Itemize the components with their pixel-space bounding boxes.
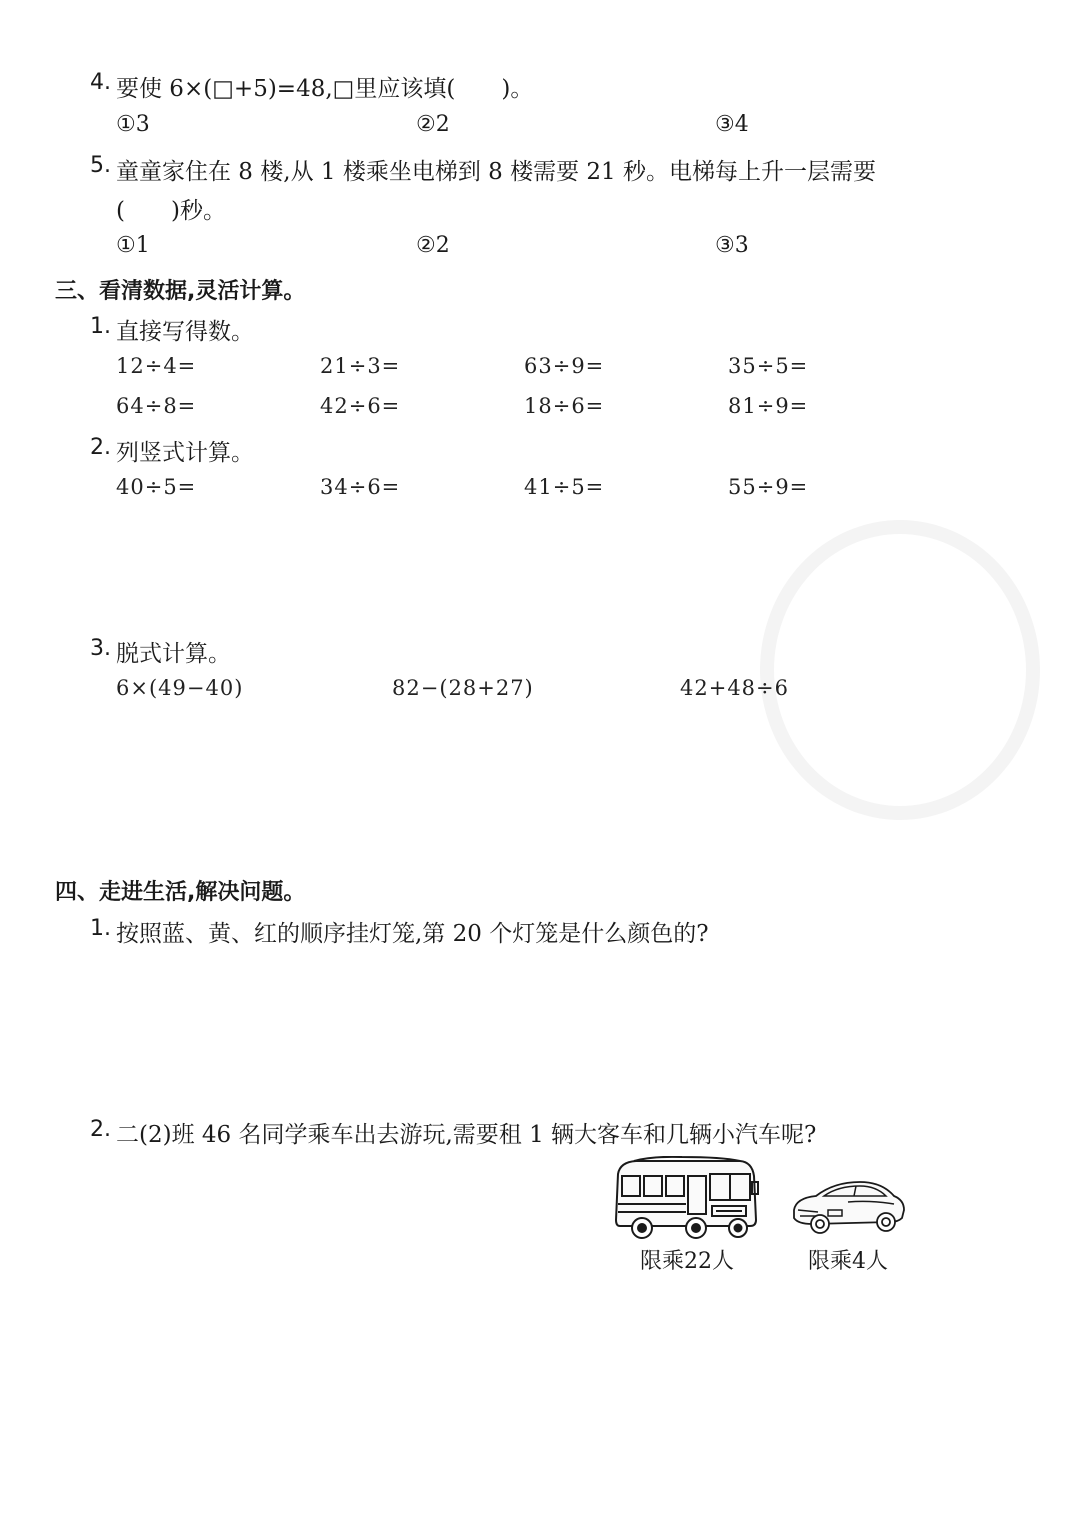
vertical-calc-item: 55÷9= xyxy=(728,475,809,499)
q5-text-line2: ( )秒。 xyxy=(116,198,226,224)
section3-title: 三、看清数据,灵活计算。 xyxy=(55,279,306,304)
vertical-calc-item: 41÷5= xyxy=(524,475,605,499)
vertical-calc-item: 40÷5= xyxy=(116,475,197,499)
q5-option-3: ③3 xyxy=(715,233,749,258)
q5-text: 童童家住在 8 楼,从 1 楼乘坐电梯到 8 楼需要 21 秒。电梯每上升一层需要 xyxy=(116,159,876,185)
s3-p2-title: 列竖式计算。 xyxy=(116,440,254,466)
vertical-calc-item: 34÷6= xyxy=(320,475,401,499)
car-illustration xyxy=(790,1176,908,1238)
s3-p3-title: 脱式计算。 xyxy=(116,641,231,667)
oral-calc-item: 18÷6= xyxy=(524,394,605,418)
oral-calc-item: 81÷9= xyxy=(728,394,809,418)
q5-option-2: ②2 xyxy=(416,233,450,258)
s4-p2-text: 二(2)班 46 名同学乘车出去游玩,需要租 1 辆大客车和几辆小汽车呢? xyxy=(116,1122,817,1148)
watermark xyxy=(760,520,1040,820)
stepwise-calc-item: 6×(49−40) xyxy=(116,676,244,700)
stepwise-calc-item: 42+48÷6 xyxy=(680,676,789,700)
q5-number: 5. xyxy=(90,153,111,178)
oral-calc-item: 64÷8= xyxy=(116,394,197,418)
s3-p3-number: 3. xyxy=(90,636,111,661)
q5-option-1: ①1 xyxy=(116,233,150,258)
q4-text: 要使 6×(□+5)=48,□里应该填( )。 xyxy=(116,76,534,102)
s3-p1-number: 1. xyxy=(90,314,111,339)
q4-option-3: ③4 xyxy=(715,112,749,137)
stepwise-calc-item: 82−(28+27) xyxy=(392,676,534,700)
q4-option-2: ②2 xyxy=(416,112,450,137)
bus-illustration xyxy=(612,1156,760,1242)
car-caption: 限乘4人 xyxy=(808,1249,888,1274)
oral-calc-item: 21÷3= xyxy=(320,354,401,378)
oral-calc-item: 35÷5= xyxy=(728,354,809,378)
q4-option-1: ①3 xyxy=(116,112,150,137)
q4-number: 4. xyxy=(90,70,111,95)
s3-p2-number: 2. xyxy=(90,435,111,460)
s4-p1-text: 按照蓝、黄、红的顺序挂灯笼,第 20 个灯笼是什么颜色的? xyxy=(116,921,709,947)
oral-calc-item: 12÷4= xyxy=(116,354,197,378)
oral-calc-item: 42÷6= xyxy=(320,394,401,418)
oral-calc-item: 63÷9= xyxy=(524,354,605,378)
bus-caption: 限乘22人 xyxy=(640,1249,734,1274)
section4-title: 四、走进生活,解决问题。 xyxy=(55,880,306,905)
s4-p1-number: 1. xyxy=(90,916,111,941)
s3-p1-title: 直接写得数。 xyxy=(116,319,254,345)
s4-p2-number: 2. xyxy=(90,1117,111,1142)
